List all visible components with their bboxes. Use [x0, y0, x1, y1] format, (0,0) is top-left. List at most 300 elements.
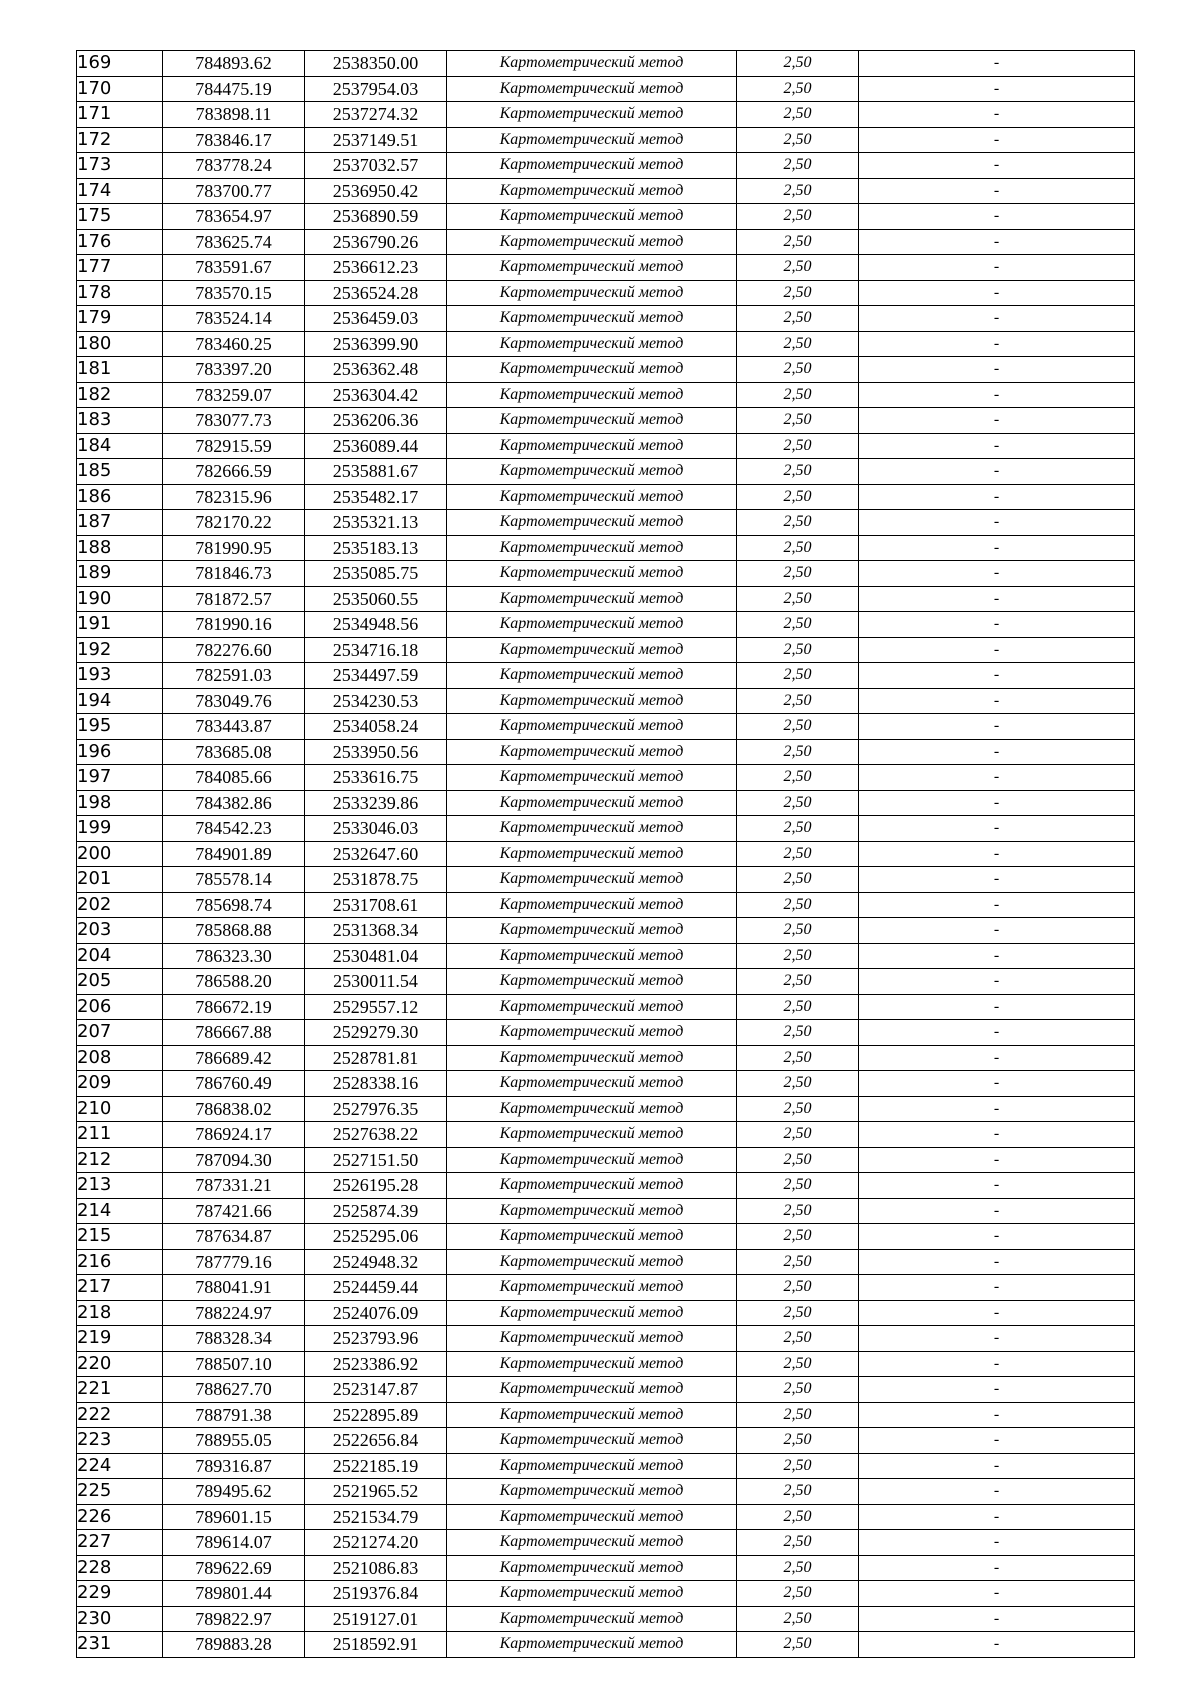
method-cell: Картометрический метод — [447, 1453, 737, 1479]
error-cell: 2,50 — [737, 892, 859, 918]
x-coordinate-cell: 782915.59 — [163, 433, 305, 459]
description-cell: - — [859, 1224, 1135, 1250]
x-coordinate-cell: 786667.88 — [163, 1020, 305, 1046]
error-cell: 2,50 — [737, 561, 859, 587]
error-cell: 2,50 — [737, 178, 859, 204]
x-coordinate-cell: 787094.30 — [163, 1147, 305, 1173]
y-coordinate-cell: 2529279.30 — [305, 1020, 447, 1046]
method-cell: Картометрический метод — [447, 484, 737, 510]
description-cell: - — [859, 1453, 1135, 1479]
point-number-cell: 197 — [77, 765, 163, 791]
x-coordinate-cell: 787634.87 — [163, 1224, 305, 1250]
y-coordinate-cell: 2536399.90 — [305, 331, 447, 357]
description-cell: - — [859, 790, 1135, 816]
y-coordinate-cell: 2536362.48 — [305, 357, 447, 383]
description-cell: - — [859, 51, 1135, 77]
error-cell: 2,50 — [737, 1326, 859, 1352]
error-cell: 2,50 — [737, 1020, 859, 1046]
error-cell: 2,50 — [737, 306, 859, 332]
point-number-cell: 222 — [77, 1402, 163, 1428]
y-coordinate-cell: 2522895.89 — [305, 1402, 447, 1428]
description-cell: - — [859, 178, 1135, 204]
table-row — [77, 382, 1135, 408]
error-cell: 2,50 — [737, 867, 859, 893]
point-number-cell: 185 — [77, 459, 163, 485]
description-cell: - — [859, 561, 1135, 587]
error-cell: 2,50 — [737, 1351, 859, 1377]
error-cell: 2,50 — [737, 1173, 859, 1199]
x-coordinate-cell: 787331.21 — [163, 1173, 305, 1199]
y-coordinate-cell: 2534716.18 — [305, 637, 447, 663]
table-row — [77, 510, 1135, 536]
error-cell: 2,50 — [737, 994, 859, 1020]
table-row — [77, 1300, 1135, 1326]
error-cell: 2,50 — [737, 382, 859, 408]
table-row — [77, 1479, 1135, 1505]
point-number-cell: 201 — [77, 867, 163, 893]
description-cell: - — [859, 1530, 1135, 1556]
coordinates-table — [76, 50, 1135, 1658]
error-cell: 2,50 — [737, 331, 859, 357]
table-row — [77, 280, 1135, 306]
description-cell: - — [859, 714, 1135, 740]
y-coordinate-cell: 2533239.86 — [305, 790, 447, 816]
x-coordinate-cell: 783077.73 — [163, 408, 305, 434]
method-cell: Картометрический метод — [447, 331, 737, 357]
point-number-cell: 214 — [77, 1198, 163, 1224]
y-coordinate-cell: 2533616.75 — [305, 765, 447, 791]
table-row — [77, 1530, 1135, 1556]
point-number-cell: 192 — [77, 637, 163, 663]
error-cell: 2,50 — [737, 1504, 859, 1530]
method-cell: Картометрический метод — [447, 969, 737, 995]
error-cell: 2,50 — [737, 51, 859, 77]
x-coordinate-cell: 783443.87 — [163, 714, 305, 740]
x-coordinate-cell: 783700.77 — [163, 178, 305, 204]
point-number-cell: 191 — [77, 612, 163, 638]
y-coordinate-cell: 2536089.44 — [305, 433, 447, 459]
y-coordinate-cell: 2528781.81 — [305, 1045, 447, 1071]
y-coordinate-cell: 2522185.19 — [305, 1453, 447, 1479]
y-coordinate-cell: 2534058.24 — [305, 714, 447, 740]
description-cell: - — [859, 433, 1135, 459]
point-number-cell: 220 — [77, 1351, 163, 1377]
method-cell: Картометрический метод — [447, 1147, 737, 1173]
table-row — [77, 1402, 1135, 1428]
error-cell: 2,50 — [737, 1275, 859, 1301]
point-number-cell: 189 — [77, 561, 163, 587]
point-number-cell: 217 — [77, 1275, 163, 1301]
method-cell: Картометрический метод — [447, 76, 737, 102]
point-number-cell: 211 — [77, 1122, 163, 1148]
description-cell: - — [859, 1606, 1135, 1632]
x-coordinate-cell: 787779.16 — [163, 1249, 305, 1275]
method-cell: Картометрический метод — [447, 612, 737, 638]
error-cell: 2,50 — [737, 918, 859, 944]
description-cell: - — [859, 1326, 1135, 1352]
point-number-cell: 210 — [77, 1096, 163, 1122]
error-cell: 2,50 — [737, 586, 859, 612]
table-row — [77, 255, 1135, 281]
table-row — [77, 1020, 1135, 1046]
error-cell: 2,50 — [737, 969, 859, 995]
error-cell: 2,50 — [737, 1249, 859, 1275]
y-coordinate-cell: 2537149.51 — [305, 127, 447, 153]
description-cell: - — [859, 1402, 1135, 1428]
table-row — [77, 306, 1135, 332]
error-cell: 2,50 — [737, 204, 859, 230]
table-row — [77, 892, 1135, 918]
method-cell: Картометрический метод — [447, 816, 737, 842]
y-coordinate-cell: 2528338.16 — [305, 1071, 447, 1097]
point-number-cell: 213 — [77, 1173, 163, 1199]
error-cell: 2,50 — [737, 1632, 859, 1658]
x-coordinate-cell: 786672.19 — [163, 994, 305, 1020]
y-coordinate-cell: 2525295.06 — [305, 1224, 447, 1250]
method-cell: Картометрический метод — [447, 1198, 737, 1224]
error-cell: 2,50 — [737, 1555, 859, 1581]
x-coordinate-cell: 784893.62 — [163, 51, 305, 77]
error-cell: 2,50 — [737, 1453, 859, 1479]
table-row — [77, 178, 1135, 204]
x-coordinate-cell: 783654.97 — [163, 204, 305, 230]
error-cell: 2,50 — [737, 612, 859, 638]
y-coordinate-cell: 2535881.67 — [305, 459, 447, 485]
method-cell: Картометрический метод — [447, 382, 737, 408]
table-row — [77, 408, 1135, 434]
table-row — [77, 1428, 1135, 1454]
x-coordinate-cell: 784475.19 — [163, 76, 305, 102]
description-cell: - — [859, 153, 1135, 179]
x-coordinate-cell: 785698.74 — [163, 892, 305, 918]
point-number-cell: 230 — [77, 1606, 163, 1632]
error-cell: 2,50 — [737, 280, 859, 306]
x-coordinate-cell: 789614.07 — [163, 1530, 305, 1556]
table-row — [77, 1377, 1135, 1403]
point-number-cell: 224 — [77, 1453, 163, 1479]
point-number-cell: 219 — [77, 1326, 163, 1352]
y-coordinate-cell: 2521274.20 — [305, 1530, 447, 1556]
table-row — [77, 1096, 1135, 1122]
error-cell: 2,50 — [737, 1300, 859, 1326]
y-coordinate-cell: 2537954.03 — [305, 76, 447, 102]
x-coordinate-cell: 782666.59 — [163, 459, 305, 485]
error-cell: 2,50 — [737, 1096, 859, 1122]
point-number-cell: 172 — [77, 127, 163, 153]
x-coordinate-cell: 786323.30 — [163, 943, 305, 969]
method-cell: Картометрический метод — [447, 688, 737, 714]
y-coordinate-cell: 2535060.55 — [305, 586, 447, 612]
y-coordinate-cell: 2538350.00 — [305, 51, 447, 77]
y-coordinate-cell: 2523147.87 — [305, 1377, 447, 1403]
table-row — [77, 1198, 1135, 1224]
method-cell: Картометрический метод — [447, 739, 737, 765]
description-cell: - — [859, 1428, 1135, 1454]
table-row — [77, 204, 1135, 230]
description-cell: - — [859, 1045, 1135, 1071]
y-coordinate-cell: 2531878.75 — [305, 867, 447, 893]
description-cell: - — [859, 663, 1135, 689]
point-number-cell: 173 — [77, 153, 163, 179]
point-number-cell: 202 — [77, 892, 163, 918]
error-cell: 2,50 — [737, 688, 859, 714]
table-row — [77, 816, 1135, 842]
table-row — [77, 1173, 1135, 1199]
point-number-cell: 195 — [77, 714, 163, 740]
table-row — [77, 1326, 1135, 1352]
method-cell: Картометрический метод — [447, 1377, 737, 1403]
point-number-cell: 171 — [77, 102, 163, 128]
point-number-cell: 180 — [77, 331, 163, 357]
y-coordinate-cell: 2536459.03 — [305, 306, 447, 332]
point-number-cell: 190 — [77, 586, 163, 612]
x-coordinate-cell: 783591.67 — [163, 255, 305, 281]
point-number-cell: 199 — [77, 816, 163, 842]
error-cell: 2,50 — [737, 765, 859, 791]
error-cell: 2,50 — [737, 535, 859, 561]
method-cell: Картометрический метод — [447, 892, 737, 918]
method-cell: Картометрический метод — [447, 255, 737, 281]
description-cell: - — [859, 1555, 1135, 1581]
error-cell: 2,50 — [737, 1428, 859, 1454]
point-number-cell: 178 — [77, 280, 163, 306]
y-coordinate-cell: 2521965.52 — [305, 1479, 447, 1505]
description-cell: - — [859, 1020, 1135, 1046]
table-row — [77, 433, 1135, 459]
description-cell: - — [859, 765, 1135, 791]
error-cell: 2,50 — [737, 510, 859, 536]
y-coordinate-cell: 2524948.32 — [305, 1249, 447, 1275]
point-number-cell: 205 — [77, 969, 163, 995]
method-cell: Картометрический метод — [447, 459, 737, 485]
point-number-cell: 225 — [77, 1479, 163, 1505]
error-cell: 2,50 — [737, 433, 859, 459]
point-number-cell: 183 — [77, 408, 163, 434]
x-coordinate-cell: 788041.91 — [163, 1275, 305, 1301]
x-coordinate-cell: 788224.97 — [163, 1300, 305, 1326]
description-cell: - — [859, 382, 1135, 408]
error-cell: 2,50 — [737, 357, 859, 383]
method-cell: Картометрический метод — [447, 1096, 737, 1122]
y-coordinate-cell: 2537032.57 — [305, 153, 447, 179]
description-cell: - — [859, 637, 1135, 663]
x-coordinate-cell: 789822.97 — [163, 1606, 305, 1632]
y-coordinate-cell: 2530481.04 — [305, 943, 447, 969]
y-coordinate-cell: 2523793.96 — [305, 1326, 447, 1352]
method-cell: Картометрический метод — [447, 127, 737, 153]
table-row — [77, 1147, 1135, 1173]
description-cell: - — [859, 1300, 1135, 1326]
table-row — [77, 1224, 1135, 1250]
description-cell: - — [859, 612, 1135, 638]
table-row — [77, 51, 1135, 77]
y-coordinate-cell: 2524459.44 — [305, 1275, 447, 1301]
y-coordinate-cell: 2534230.53 — [305, 688, 447, 714]
table-row — [77, 714, 1135, 740]
table-row — [77, 484, 1135, 510]
description-cell: - — [859, 1632, 1135, 1658]
method-cell: Картометрический метод — [447, 1530, 737, 1556]
error-cell: 2,50 — [737, 1224, 859, 1250]
description-cell: - — [859, 1351, 1135, 1377]
x-coordinate-cell: 788955.05 — [163, 1428, 305, 1454]
table-row — [77, 1555, 1135, 1581]
error-cell: 2,50 — [737, 153, 859, 179]
error-cell: 2,50 — [737, 127, 859, 153]
x-coordinate-cell: 783049.76 — [163, 688, 305, 714]
x-coordinate-cell: 784542.23 — [163, 816, 305, 842]
y-coordinate-cell: 2526195.28 — [305, 1173, 447, 1199]
description-cell: - — [859, 204, 1135, 230]
x-coordinate-cell: 789801.44 — [163, 1581, 305, 1607]
table-row — [77, 612, 1135, 638]
y-coordinate-cell: 2527151.50 — [305, 1147, 447, 1173]
error-cell: 2,50 — [737, 1071, 859, 1097]
description-cell: - — [859, 1147, 1135, 1173]
point-number-cell: 187 — [77, 510, 163, 536]
table-row — [77, 76, 1135, 102]
method-cell: Картометрический метод — [447, 1249, 737, 1275]
point-number-cell: 208 — [77, 1045, 163, 1071]
table-row — [77, 918, 1135, 944]
table-row — [77, 841, 1135, 867]
table-row — [77, 102, 1135, 128]
y-coordinate-cell: 2533046.03 — [305, 816, 447, 842]
error-cell: 2,50 — [737, 1122, 859, 1148]
point-number-cell: 193 — [77, 663, 163, 689]
table-row — [77, 663, 1135, 689]
x-coordinate-cell: 788627.70 — [163, 1377, 305, 1403]
table-row — [77, 561, 1135, 587]
table-row — [77, 1275, 1135, 1301]
y-coordinate-cell: 2533950.56 — [305, 739, 447, 765]
y-coordinate-cell: 2521086.83 — [305, 1555, 447, 1581]
point-number-cell: 204 — [77, 943, 163, 969]
description-cell: - — [859, 357, 1135, 383]
x-coordinate-cell: 785868.88 — [163, 918, 305, 944]
y-coordinate-cell: 2524076.09 — [305, 1300, 447, 1326]
x-coordinate-cell: 789495.62 — [163, 1479, 305, 1505]
y-coordinate-cell: 2536950.42 — [305, 178, 447, 204]
x-coordinate-cell: 786588.20 — [163, 969, 305, 995]
point-number-cell: 203 — [77, 918, 163, 944]
description-cell: - — [859, 994, 1135, 1020]
x-coordinate-cell: 789316.87 — [163, 1453, 305, 1479]
method-cell: Картометрический метод — [447, 1402, 737, 1428]
table-row — [77, 331, 1135, 357]
x-coordinate-cell: 783846.17 — [163, 127, 305, 153]
error-cell: 2,50 — [737, 1402, 859, 1428]
error-cell: 2,50 — [737, 714, 859, 740]
table-row — [77, 153, 1135, 179]
x-coordinate-cell: 783778.24 — [163, 153, 305, 179]
description-cell: - — [859, 535, 1135, 561]
method-cell: Картометрический метод — [447, 1479, 737, 1505]
description-cell: - — [859, 102, 1135, 128]
method-cell: Картометрический метод — [447, 586, 737, 612]
point-number-cell: 194 — [77, 688, 163, 714]
table-row — [77, 1632, 1135, 1658]
method-cell: Картометрический метод — [447, 841, 737, 867]
error-cell: 2,50 — [737, 408, 859, 434]
description-cell: - — [859, 510, 1135, 536]
point-number-cell: 176 — [77, 229, 163, 255]
description-cell: - — [859, 1198, 1135, 1224]
method-cell: Картометрический метод — [447, 918, 737, 944]
table-row — [77, 1351, 1135, 1377]
error-cell: 2,50 — [737, 1045, 859, 1071]
y-coordinate-cell: 2527638.22 — [305, 1122, 447, 1148]
description-cell: - — [859, 76, 1135, 102]
method-cell: Картометрический метод — [447, 153, 737, 179]
x-coordinate-cell: 786689.42 — [163, 1045, 305, 1071]
method-cell: Картометрический метод — [447, 1071, 737, 1097]
method-cell: Картометрический метод — [447, 943, 737, 969]
y-coordinate-cell: 2518592.91 — [305, 1632, 447, 1658]
table-row — [77, 637, 1135, 663]
x-coordinate-cell: 787421.66 — [163, 1198, 305, 1224]
method-cell: Картометрический метод — [447, 1122, 737, 1148]
x-coordinate-cell: 783397.20 — [163, 357, 305, 383]
x-coordinate-cell: 783460.25 — [163, 331, 305, 357]
method-cell: Картометрический метод — [447, 178, 737, 204]
method-cell: Картометрический метод — [447, 1275, 737, 1301]
description-cell: - — [859, 1275, 1135, 1301]
description-cell: - — [859, 255, 1135, 281]
description-cell: - — [859, 1504, 1135, 1530]
method-cell: Картометрический метод — [447, 1351, 737, 1377]
error-cell: 2,50 — [737, 102, 859, 128]
point-number-cell: 228 — [77, 1555, 163, 1581]
table-row — [77, 586, 1135, 612]
table-body — [77, 51, 1135, 1658]
point-number-cell: 226 — [77, 1504, 163, 1530]
x-coordinate-cell: 789883.28 — [163, 1632, 305, 1658]
method-cell: Картометрический метод — [447, 1428, 737, 1454]
method-cell: Картометрический метод — [447, 561, 737, 587]
description-cell: - — [859, 739, 1135, 765]
x-coordinate-cell: 783524.14 — [163, 306, 305, 332]
description-cell: - — [859, 1249, 1135, 1275]
y-coordinate-cell: 2536890.59 — [305, 204, 447, 230]
y-coordinate-cell: 2537274.32 — [305, 102, 447, 128]
table-row — [77, 790, 1135, 816]
x-coordinate-cell: 781990.16 — [163, 612, 305, 638]
error-cell: 2,50 — [737, 229, 859, 255]
point-number-cell: 169 — [77, 51, 163, 77]
x-coordinate-cell: 788507.10 — [163, 1351, 305, 1377]
table-row — [77, 1581, 1135, 1607]
error-cell: 2,50 — [737, 841, 859, 867]
description-cell: - — [859, 892, 1135, 918]
x-coordinate-cell: 781846.73 — [163, 561, 305, 587]
table-row — [77, 867, 1135, 893]
point-number-cell: 179 — [77, 306, 163, 332]
x-coordinate-cell: 781990.95 — [163, 535, 305, 561]
y-coordinate-cell: 2534497.59 — [305, 663, 447, 689]
x-coordinate-cell: 783570.15 — [163, 280, 305, 306]
table-row — [77, 535, 1135, 561]
table-row — [77, 1453, 1135, 1479]
y-coordinate-cell: 2534948.56 — [305, 612, 447, 638]
method-cell: Картометрический метод — [447, 1224, 737, 1250]
x-coordinate-cell: 782170.22 — [163, 510, 305, 536]
y-coordinate-cell: 2525874.39 — [305, 1198, 447, 1224]
x-coordinate-cell: 782315.96 — [163, 484, 305, 510]
point-number-cell: 170 — [77, 76, 163, 102]
method-cell: Картометрический метод — [447, 765, 737, 791]
method-cell: Картометрический метод — [447, 510, 737, 536]
